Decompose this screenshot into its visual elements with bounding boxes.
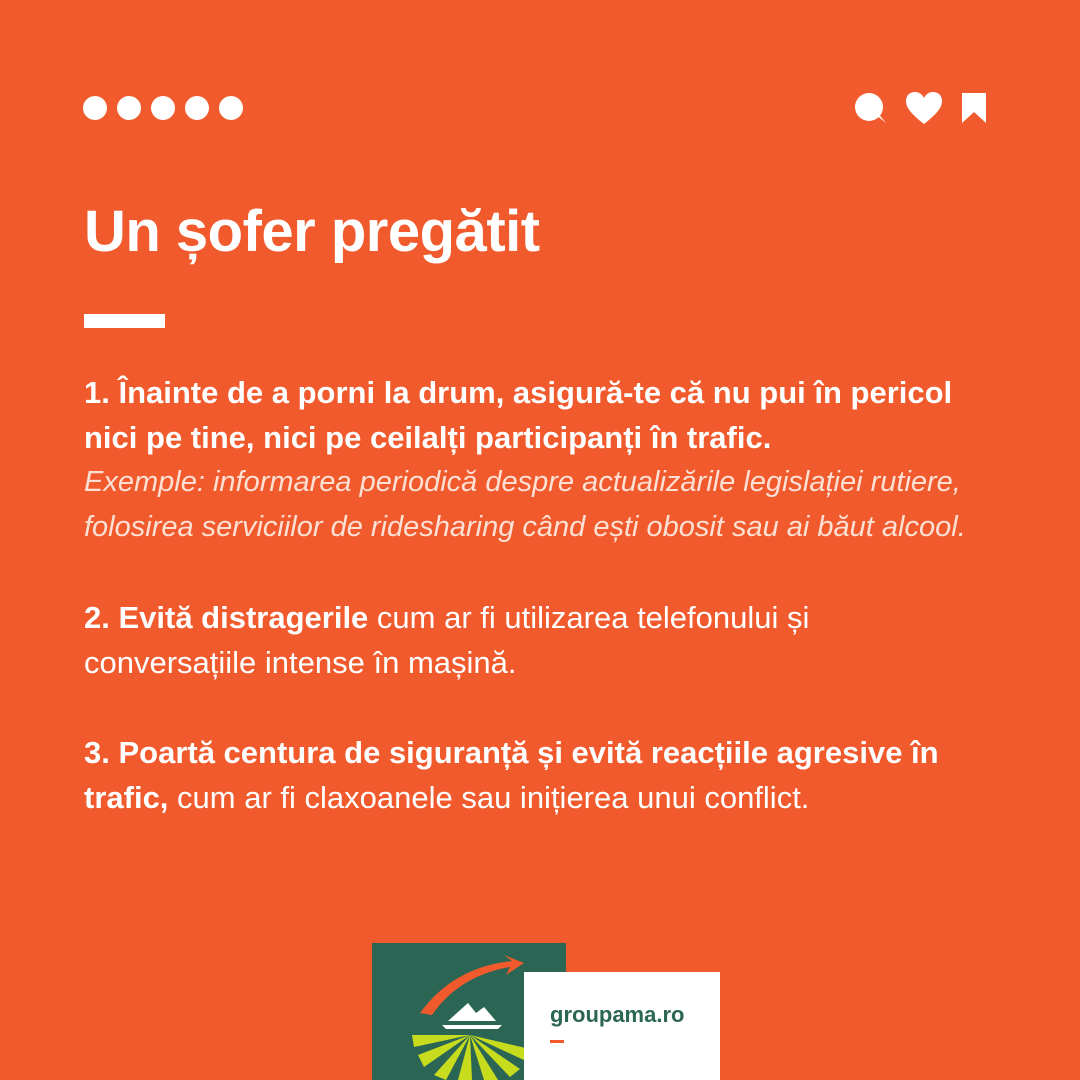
carousel-dots (83, 96, 243, 120)
tip-2-heading: 2. Evită distragerile (84, 600, 369, 635)
carousel-dot[interactable] (151, 96, 175, 120)
tips-list (84, 370, 984, 820)
title-divider (84, 314, 165, 328)
brand-logo (372, 943, 720, 1080)
tip-2-text: cum ar fi utilizarea telefonului și conversațiile intense în mașină. (84, 600, 810, 680)
brand-dash (550, 1040, 564, 1043)
page-title: Un șofer pregătit (84, 199, 540, 264)
carousel-dot[interactable] (117, 96, 141, 120)
carousel-dot[interactable] (219, 96, 243, 120)
post-actions (853, 91, 987, 125)
carousel-dot[interactable] (185, 96, 209, 120)
comment-icon[interactable] (853, 92, 887, 124)
tip-3-text: cum ar fi claxoanele sau inițierea unui conflict. (168, 780, 810, 815)
carousel-dot[interactable] (83, 96, 107, 120)
logo-text-box (524, 972, 720, 1080)
bookmark-icon[interactable] (961, 92, 987, 124)
tip-item-1 (84, 370, 984, 460)
tip-item-3 (84, 730, 984, 820)
tip-item-2 (84, 595, 984, 685)
tip-3-heading: 3. Poartă centura de siguranță și evită reacțiile agresive în trafic, (84, 735, 939, 815)
heart-icon[interactable] (905, 91, 943, 125)
tip-1-example: Exemple: informarea periodică despre actualizările legislației rutiere, folosirea serviciilor de ridesharing când ești obosit sau ai băut alcool. (84, 466, 966, 543)
brand-name: groupama.ro (550, 1002, 685, 1027)
tip-1-heading: 1. Înainte de a porni la drum, asigură-te că nu pui în pericol nici pe tine, nici pe ceilalți participanți în trafic. (84, 375, 953, 455)
